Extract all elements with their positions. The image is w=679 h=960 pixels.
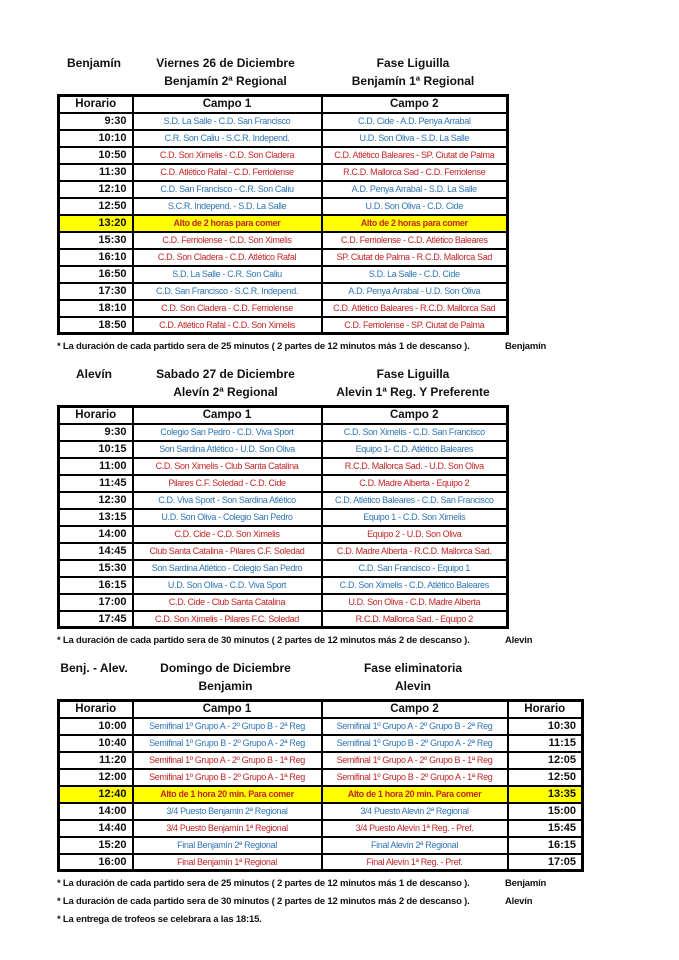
footnote-label: Alevin	[505, 635, 533, 646]
match-cell: C.D. Son Ximelis - C.D. Son Cladera	[133, 147, 322, 164]
match-cell: Final Alevín 2ª Regional	[322, 837, 508, 854]
match-row	[59, 181, 508, 198]
time-cell: 10:40	[59, 735, 133, 752]
match-cell: C.D. Atlético Baleares - SP. Ciutat de Palma	[322, 147, 508, 164]
match-cell: Colegio San Pedro - C.D. Viva Sport	[133, 424, 322, 441]
match-cell: C.D. Son Ximelis - Club Santa Catalina	[133, 458, 322, 475]
time-cell: 11:45	[59, 475, 133, 492]
match-row	[59, 509, 508, 526]
match-cell: A.D. Penya Arrabal - U.D. Son Oliva	[322, 283, 508, 300]
table-body	[59, 424, 508, 628]
column-header: Campo 2	[322, 96, 508, 113]
footnote-text: * La entrega de trofeos se celebrara a las 18:15.	[57, 914, 262, 925]
match-row	[59, 424, 508, 441]
time-cell: 15:30	[59, 232, 133, 249]
match-cell: U.D. Son Oliva - Colegio San Pedro	[133, 509, 322, 526]
match-cell: SP. Ciutat de Palma - R.C.D. Mallorca Sad	[322, 249, 508, 266]
table-body	[59, 718, 583, 871]
time-cell: 12:50	[59, 198, 133, 215]
time-cell: 17:05	[508, 854, 583, 871]
footnote-text: * La duración de cada partido sera de 30 minutos ( 2 partes de 12 minutos más 2 de descanso ).	[57, 896, 470, 907]
match-row	[59, 249, 508, 266]
time-cell: 15:30	[59, 560, 133, 577]
campo1-group-label: Alevín 2ª Regional	[173, 385, 278, 399]
match-cell: Semifinal 1º Grupo A - 2º Grupo B - 1ª Reg	[133, 752, 322, 769]
time-cell: 18:10	[59, 300, 133, 317]
footnotes-benjamin	[57, 341, 679, 352]
footnote-text: * La duración de cada partido sera de 25 minutos ( 2 partes de 12 minutos más 1 de descanso ).	[57, 341, 470, 352]
campo2-group-label: Alevin 1ª Reg. Y Preferente	[336, 385, 490, 399]
match-cell: C.D. Son Cladera - C.D. Ferriolense	[133, 300, 322, 317]
match-cell: U.D. Son Oliva - C.D. Viva Sport	[133, 577, 322, 594]
match-row	[59, 543, 508, 560]
date-label: Sabado 27 de Diciembre	[156, 367, 295, 381]
match-cell: Pilares C.F. Soledad - C.D. Cide	[133, 475, 322, 492]
time-cell: 15:20	[59, 837, 133, 854]
footnote-label: Benjamín	[505, 341, 547, 352]
campo2-group-label: Alevin	[394, 679, 431, 693]
column-header: Campo 2	[322, 701, 508, 718]
match-cell: Final Benjamín 2ª Regional	[133, 837, 322, 854]
match-row	[59, 803, 583, 820]
category-label: Benjamín	[66, 56, 121, 70]
campo1-group-label: Benjamin	[198, 679, 253, 693]
footnote	[57, 896, 617, 907]
match-cell: C.D. San Francisco - C.R. Son Caliu	[133, 181, 322, 198]
time-cell: 17:30	[59, 283, 133, 300]
match-cell: Son Sardina Atlético - U.D. Son Oliva	[133, 441, 322, 458]
match-cell: Semifinal 1º Grupo B - 2º Grupo A - 1ª Reg	[133, 769, 322, 786]
section-header	[57, 56, 679, 89]
match-row	[59, 147, 508, 164]
match-cell: C.D. Ferriolense - C.D. Son Ximelis	[133, 232, 322, 249]
table-header	[59, 701, 583, 718]
time-cell: 12:00	[59, 769, 133, 786]
footnotes-finals	[57, 878, 679, 925]
match-cell: 3/4 Puesto Benjamín 1ª Regional	[133, 820, 322, 837]
time-cell: 9:30	[59, 424, 133, 441]
match-row	[59, 560, 508, 577]
match-cell: C.D. Atlético Baleares - R.C.D. Mallorca Sad	[322, 300, 508, 317]
match-cell: C.D. Son Ximelis - Pilares F.C. Soledad	[133, 611, 322, 628]
match-cell: 3/4 Puesto Alevín 1ª Reg. - Pref.	[322, 820, 508, 837]
match-cell: S.D. La Salle - C.D. Cide	[322, 266, 508, 283]
match-cell: C.D. Cide - C.D. Son Ximelis	[133, 526, 322, 543]
match-row	[59, 594, 508, 611]
date-label: Domingo de Diciembre	[160, 661, 291, 675]
footnote	[57, 914, 617, 925]
match-row	[59, 130, 508, 147]
match-cell: S.D. La Salle - C.R. Son Caliu	[133, 266, 322, 283]
time-cell: 15:00	[508, 803, 583, 820]
match-cell: C.D. Atlético Rafal - C.D. Ferriolense	[133, 164, 322, 181]
match-cell: C.D. Son Cladera - C.D. Atlético Rafal	[133, 249, 322, 266]
footnote	[57, 635, 617, 646]
phase-label: Fase Liguilla	[376, 56, 450, 70]
time-cell: 12:05	[508, 752, 583, 769]
match-row	[59, 526, 508, 543]
match-cell: 3/4 Puesto Alevin 2ª Regional	[322, 803, 508, 820]
match-cell: Alto de 1 hora 20 min. Para comer	[322, 786, 508, 803]
match-row	[59, 752, 583, 769]
column-header: Horario	[59, 407, 133, 424]
match-cell: C.D. Madre Alberta - R.C.D. Mallorca Sad.	[322, 543, 508, 560]
match-cell: R.C.D. Mallorca Sad - C.D. Ferriolense	[322, 164, 508, 181]
footnote-text: * La duración de cada partido sera de 30 minutos ( 2 partes de 12 minutos más 2 de descanso ).	[57, 635, 470, 646]
column-header: Campo 1	[133, 407, 322, 424]
match-cell: A.D. Penya Arrabal - S.D. La Salle	[322, 181, 508, 198]
time-cell: 14:00	[59, 803, 133, 820]
match-row	[59, 837, 583, 854]
schedule-table-benjamin	[57, 94, 509, 335]
time-cell: 16:10	[59, 249, 133, 266]
match-cell: S.D. La Salle - C.D. San Francisco	[133, 113, 322, 130]
section-header	[57, 661, 679, 694]
column-header: Campo 1	[133, 96, 322, 113]
time-cell: 11:20	[59, 752, 133, 769]
match-cell: C.D. Son Ximelis - C.D. San Francisco	[322, 424, 508, 441]
table-header	[59, 407, 508, 424]
match-row	[59, 441, 508, 458]
match-cell: Club Santa Catalina - Pilares C.F. Soledad	[133, 543, 322, 560]
match-cell: Semifinal 1º Grupo B - 2º Grupo A - 2ª Reg	[322, 735, 508, 752]
footnote-label: Alevín	[505, 896, 533, 907]
match-cell: Equipo 1 - C.D. Son Ximelis	[322, 509, 508, 526]
match-cell: U.D. Son Oliva - C.D. Cide	[322, 198, 508, 215]
section-finals-sunday	[57, 661, 679, 925]
match-cell: C.D. Cide - Club Santa Catalina	[133, 594, 322, 611]
section-header	[57, 367, 679, 400]
match-cell: Semifinal 1º Grupo B - 2º Grupo A - 2ª Reg	[133, 735, 322, 752]
time-cell: 13:15	[59, 509, 133, 526]
time-cell: 16:15	[508, 837, 583, 854]
match-cell: Semifinal 1º Grupo A - 2º Grupo B - 2ª Reg	[133, 718, 322, 735]
time-cell: 17:45	[59, 611, 133, 628]
category-label: Benj. - Alev.	[60, 661, 128, 675]
schedule-table-alevin	[57, 405, 509, 629]
match-row	[59, 611, 508, 628]
match-cell: Final Benjamín 1ª Regional	[133, 854, 322, 871]
match-row	[59, 164, 508, 181]
match-cell: Alto de 2 horas para comer	[322, 215, 508, 232]
match-row	[59, 283, 508, 300]
time-cell: 16:50	[59, 266, 133, 283]
match-cell: Son Sardina Atlético - Colegio San Pedro	[133, 560, 322, 577]
match-row	[59, 492, 508, 509]
column-header: Campo 2	[322, 407, 508, 424]
footnote	[57, 878, 617, 889]
match-cell: R.C.D. Mallorca Sad. - Equipo 2	[322, 611, 508, 628]
time-cell: 12:40	[59, 786, 133, 803]
match-row	[59, 266, 508, 283]
match-row	[59, 317, 508, 334]
campo2-group-label: Benjamín 1ª Regional	[351, 74, 475, 88]
match-cell: C.D. Ferriolense - C.D. Atlético Baleares	[322, 232, 508, 249]
match-cell: Equipo 2 - U.D. Son Oliva	[322, 526, 508, 543]
match-row	[59, 718, 583, 735]
match-row	[59, 577, 508, 594]
section-benjamin-friday	[57, 56, 679, 352]
match-cell: Semifinal 1º Grupo A - 2º Grupo B - 2ª Reg	[322, 718, 508, 735]
schedule-table-finals	[57, 699, 584, 872]
time-cell: 10:10	[59, 130, 133, 147]
match-cell: Alto de 1 hora 20 min. Para comer	[133, 786, 322, 803]
time-cell: 10:30	[508, 718, 583, 735]
phase-label: Fase Liguilla	[376, 367, 450, 381]
time-cell: 10:00	[59, 718, 133, 735]
match-cell: C.D. San Francisco - S.C.R. Independ.	[133, 283, 322, 300]
match-row	[59, 820, 583, 837]
footnotes-alevin	[57, 635, 679, 646]
match-cell: C.D. Son Ximelis - C.D. Atlético Baleares	[322, 577, 508, 594]
table-body	[59, 113, 508, 334]
date-label: Viernes 26 de Diciembre	[156, 56, 295, 70]
time-cell: 17:00	[59, 594, 133, 611]
column-header-row	[59, 96, 508, 113]
time-cell: 14:00	[59, 526, 133, 543]
match-cell: C.D. San Francisco - Equipo 1	[322, 560, 508, 577]
match-row	[59, 769, 583, 786]
match-cell: 3/4 Puesto Benjamin 2ª Regional	[133, 803, 322, 820]
match-row	[59, 458, 508, 475]
phase-label: Fase eliminatoria	[363, 661, 463, 675]
column-header: Horario	[59, 96, 133, 113]
match-cell: C.D. Atlético Rafal - C.D. Son Ximelis	[133, 317, 322, 334]
match-cell: Final Alevín 1ª Reg. - Pref.	[322, 854, 508, 871]
category-label: Alevín	[75, 367, 112, 381]
break-row	[59, 786, 583, 803]
time-cell: 10:50	[59, 147, 133, 164]
column-header: Campo 1	[133, 701, 322, 718]
match-cell: Alto de 2 horas para comer	[133, 215, 322, 232]
match-row	[59, 232, 508, 249]
time-cell: 16:00	[59, 854, 133, 871]
match-cell: C.R. Son Caliu - S.C.R. Independ.	[133, 130, 322, 147]
time-cell: 18:50	[59, 317, 133, 334]
match-cell: C.D. Atlético Baleares - C.D. San Francisco	[322, 492, 508, 509]
footnote	[57, 341, 617, 352]
time-cell: 11:00	[59, 458, 133, 475]
match-cell: U.D. Son Oliva - C.D. Madre Alberta	[322, 594, 508, 611]
match-cell: C.D. Viva Sport - Son Sardina Atlético	[133, 492, 322, 509]
column-header-row	[59, 701, 583, 718]
match-cell: C.D. Ferriolense - SP. Ciutat de Palma	[322, 317, 508, 334]
time-cell: 12:50	[508, 769, 583, 786]
match-cell: R.C.D. Mallorca Sad. - U.D. Son Oliva	[322, 458, 508, 475]
match-cell: S.C.R. Independ. - S.D. La Salle	[133, 198, 322, 215]
match-cell: Semifinal 1º Grupo A - 2º Grupo B - 1ª Reg	[322, 752, 508, 769]
break-row	[59, 215, 508, 232]
match-row	[59, 198, 508, 215]
match-row	[59, 475, 508, 492]
section-alevin-saturday	[57, 367, 679, 646]
match-cell: C.D. Cide - A.D. Penya Arrabal	[322, 113, 508, 130]
time-cell: 10:15	[59, 441, 133, 458]
time-cell: 15:45	[508, 820, 583, 837]
match-cell: U.D. Son Oliva - S.D. La Salle	[322, 130, 508, 147]
match-row	[59, 735, 583, 752]
match-row	[59, 300, 508, 317]
campo1-group-label: Benjamín 2ª Regional	[164, 74, 287, 88]
footnote-text: * La duración de cada partido sera de 25 minutos ( 2 partes de 12 minutos más 1 de descanso ).	[57, 878, 470, 889]
time-cell: 13:35	[508, 786, 583, 803]
column-header: Horario	[508, 701, 583, 718]
time-cell: 12:30	[59, 492, 133, 509]
time-cell: 13:20	[59, 215, 133, 232]
column-header-row	[59, 407, 508, 424]
column-header: Horario	[59, 701, 133, 718]
time-cell: 16:15	[59, 577, 133, 594]
time-cell: 12:10	[59, 181, 133, 198]
match-cell: Equipo 1- C.D. Atlético Baleares	[322, 441, 508, 458]
time-cell: 14:40	[59, 820, 133, 837]
table-header	[59, 96, 508, 113]
footnote-label: Benjamín	[505, 878, 547, 889]
time-cell: 11:30	[59, 164, 133, 181]
time-cell: 14:45	[59, 543, 133, 560]
match-cell: Semifinal 1º Grupo B - 2º Grupo A - 1ª Reg	[322, 769, 508, 786]
match-cell: C.D. Madre Alberta - Equipo 2	[322, 475, 508, 492]
match-row	[59, 113, 508, 130]
match-row	[59, 854, 583, 871]
time-cell: 11:15	[508, 735, 583, 752]
time-cell: 9:30	[59, 113, 133, 130]
